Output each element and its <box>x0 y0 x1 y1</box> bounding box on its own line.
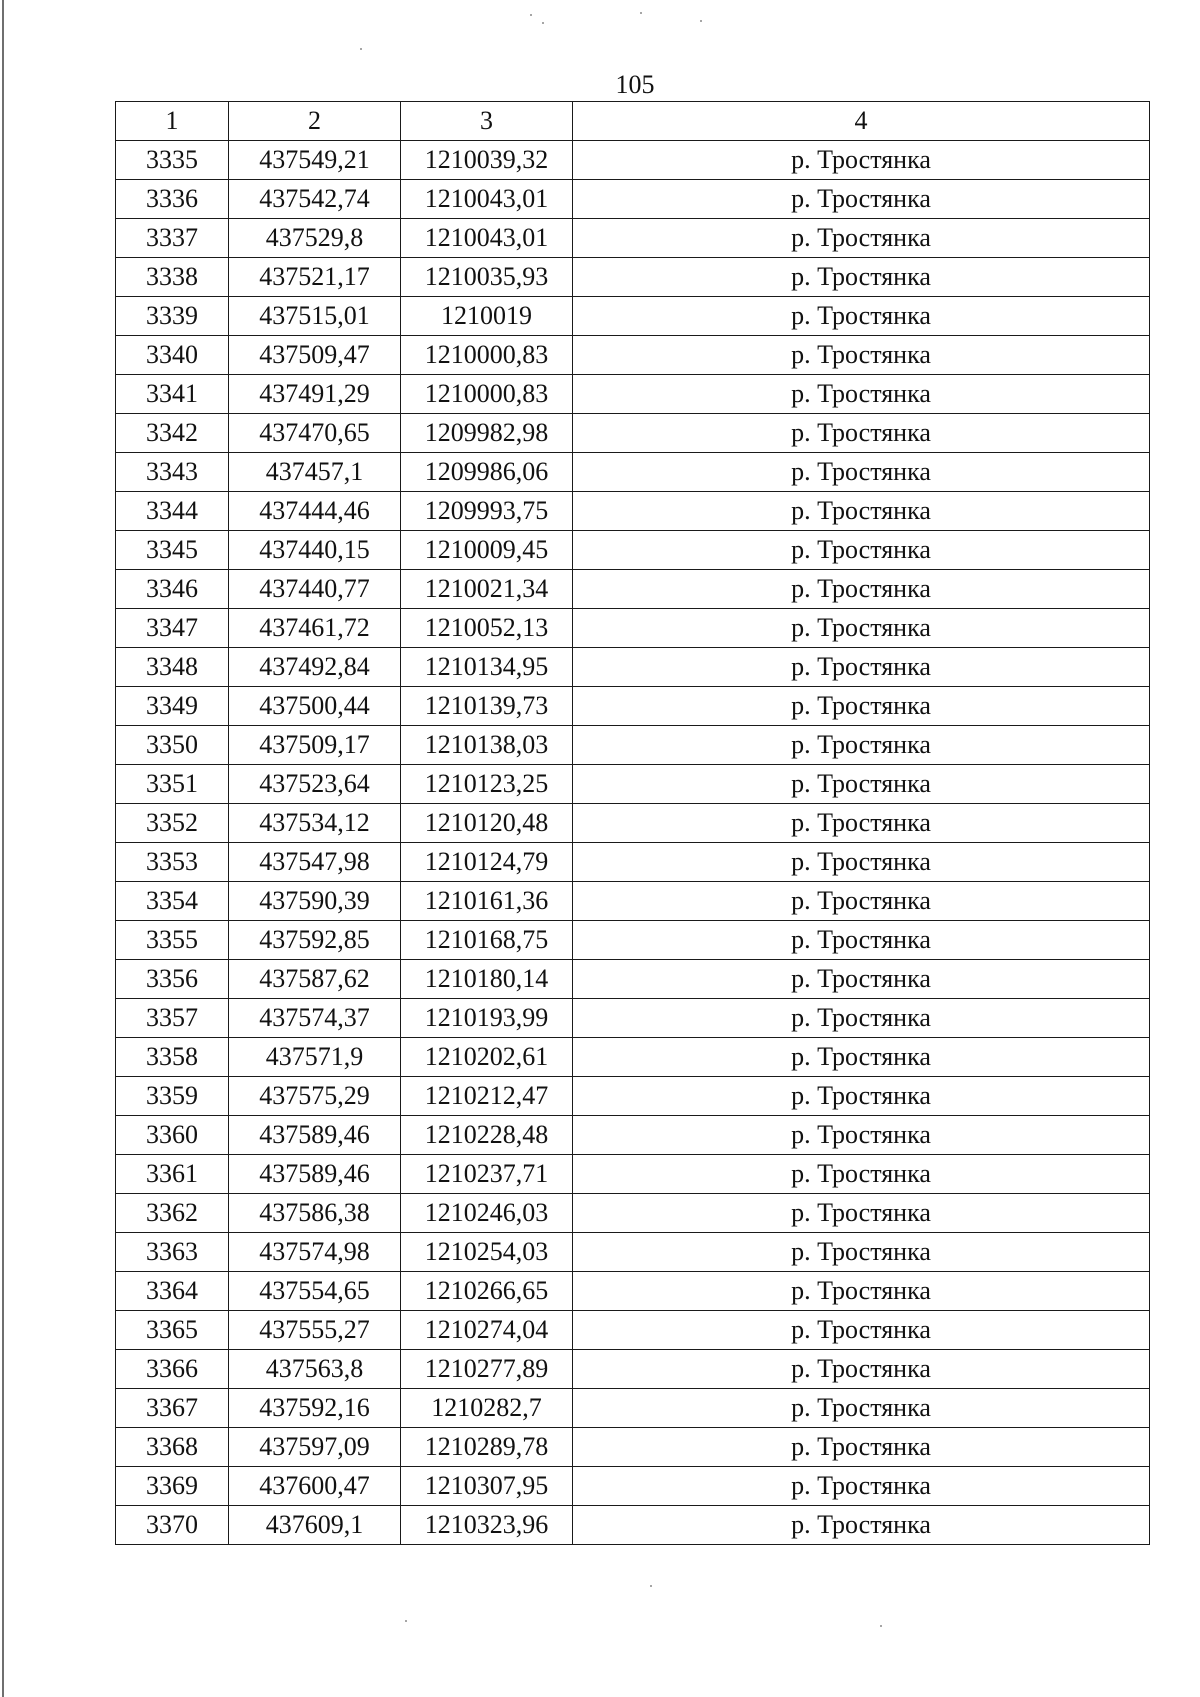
table-cell: 3338 <box>116 258 229 297</box>
table-row <box>116 726 1150 765</box>
table-cell: 437529,8 <box>229 219 401 258</box>
table-row <box>116 1077 1150 1116</box>
table-cell: 1210124,79 <box>401 843 573 882</box>
table-cell: 437523,64 <box>229 765 401 804</box>
table-cell: 3347 <box>116 609 229 648</box>
table-cell: р. Тростянка <box>573 258 1150 297</box>
table-cell: 437491,29 <box>229 375 401 414</box>
table-cell: 3361 <box>116 1155 229 1194</box>
table-cell: 1210237,71 <box>401 1155 573 1194</box>
table-cell: 3341 <box>116 375 229 414</box>
table-row <box>116 648 1150 687</box>
table-cell: 1210246,03 <box>401 1194 573 1233</box>
table-cell: р. Тростянка <box>573 1194 1150 1233</box>
page-number: 105 <box>615 70 655 99</box>
table-cell: р. Тростянка <box>573 336 1150 375</box>
table-cell: р. Тростянка <box>573 1467 1150 1506</box>
table-cell: 437440,77 <box>229 570 401 609</box>
table-cell: 437589,46 <box>229 1116 401 1155</box>
table-cell: 3364 <box>116 1272 229 1311</box>
column-header: 3 <box>401 102 573 141</box>
table-cell: 1210193,99 <box>401 999 573 1038</box>
table-cell: 3342 <box>116 414 229 453</box>
table-cell: р. Тростянка <box>573 882 1150 921</box>
table-cell: 1209993,75 <box>401 492 573 531</box>
table-row <box>116 609 1150 648</box>
table-cell: 3349 <box>116 687 229 726</box>
table-cell: 1210168,75 <box>401 921 573 960</box>
table-cell: 1210134,95 <box>401 648 573 687</box>
table-cell: р. Тростянка <box>573 1311 1150 1350</box>
table-row <box>116 1233 1150 1272</box>
table-cell: 437470,65 <box>229 414 401 453</box>
table-cell: р. Тростянка <box>573 1077 1150 1116</box>
table-cell: р. Тростянка <box>573 765 1150 804</box>
table-cell: р. Тростянка <box>573 804 1150 843</box>
table-cell: 3367 <box>116 1389 229 1428</box>
scan-left-edge <box>2 0 4 1697</box>
table-row <box>116 765 1150 804</box>
table-cell: р. Тростянка <box>573 531 1150 570</box>
table-cell: р. Тростянка <box>573 180 1150 219</box>
table-cell: 437574,98 <box>229 1233 401 1272</box>
table-cell: 437457,1 <box>229 453 401 492</box>
table-cell: р. Тростянка <box>573 1233 1150 1272</box>
scan-speckle <box>880 1625 882 1627</box>
table-cell: 1210274,04 <box>401 1311 573 1350</box>
table-row <box>116 1311 1150 1350</box>
table-row <box>116 999 1150 1038</box>
table-cell: 1210000,83 <box>401 375 573 414</box>
scan-speckle <box>640 12 642 14</box>
table-cell: р. Тростянка <box>573 1155 1150 1194</box>
table-cell: 3363 <box>116 1233 229 1272</box>
table-cell: 3353 <box>116 843 229 882</box>
table-cell: 437600,47 <box>229 1467 401 1506</box>
table-cell: р. Тростянка <box>573 414 1150 453</box>
column-header: 4 <box>573 102 1150 141</box>
table-row <box>116 336 1150 375</box>
scan-speckle <box>530 14 532 16</box>
table-cell: 437440,15 <box>229 531 401 570</box>
table-cell: 3370 <box>116 1506 229 1545</box>
table-cell: 1210039,32 <box>401 141 573 180</box>
table-cell: 437575,29 <box>229 1077 401 1116</box>
table-row <box>116 141 1150 180</box>
table-cell: 3366 <box>116 1350 229 1389</box>
scan-speckle <box>542 22 544 24</box>
table-cell: 3354 <box>116 882 229 921</box>
table-row <box>116 804 1150 843</box>
table-cell: 3344 <box>116 492 229 531</box>
table-cell: 3368 <box>116 1428 229 1467</box>
table-cell: 3340 <box>116 336 229 375</box>
table-row <box>116 453 1150 492</box>
table-row <box>116 882 1150 921</box>
table-cell: 437555,27 <box>229 1311 401 1350</box>
table-row <box>116 1194 1150 1233</box>
table-cell: 1210019 <box>401 297 573 336</box>
table-cell: 437461,72 <box>229 609 401 648</box>
table-row <box>116 414 1150 453</box>
table-cell: 1210035,93 <box>401 258 573 297</box>
table-cell: р. Тростянка <box>573 570 1150 609</box>
table-cell: 437515,01 <box>229 297 401 336</box>
table-cell: р. Тростянка <box>573 1272 1150 1311</box>
table-row <box>116 1350 1150 1389</box>
table-cell: 437509,17 <box>229 726 401 765</box>
column-header: 2 <box>229 102 401 141</box>
table-cell: 1210009,45 <box>401 531 573 570</box>
table-cell: р. Тростянка <box>573 375 1150 414</box>
table-cell: 1210123,25 <box>401 765 573 804</box>
table-cell: 1210138,03 <box>401 726 573 765</box>
table-cell: 437444,46 <box>229 492 401 531</box>
table-cell: р. Тростянка <box>573 1350 1150 1389</box>
table-cell: 1210120,48 <box>401 804 573 843</box>
table-cell: 1210139,73 <box>401 687 573 726</box>
table-cell: 437492,84 <box>229 648 401 687</box>
table-row <box>116 1389 1150 1428</box>
table-cell: 1209986,06 <box>401 453 573 492</box>
table-cell: 3357 <box>116 999 229 1038</box>
table-cell: 1210212,47 <box>401 1077 573 1116</box>
table-cell: 3360 <box>116 1116 229 1155</box>
table-cell: 1210052,13 <box>401 609 573 648</box>
table-cell: 1210021,34 <box>401 570 573 609</box>
table-row <box>116 375 1150 414</box>
table-cell: 437592,85 <box>229 921 401 960</box>
table-row <box>116 1038 1150 1077</box>
table-cell: 3352 <box>116 804 229 843</box>
table-row <box>116 687 1150 726</box>
table-cell: 437597,09 <box>229 1428 401 1467</box>
table-cell: 3351 <box>116 765 229 804</box>
table-cell: 3343 <box>116 453 229 492</box>
table-cell: р. Тростянка <box>573 726 1150 765</box>
scan-speckle <box>360 48 362 50</box>
table-cell: 3356 <box>116 960 229 999</box>
table-cell: 1210043,01 <box>401 180 573 219</box>
table-cell: 3369 <box>116 1467 229 1506</box>
table-cell: 3345 <box>116 531 229 570</box>
table-cell: 437547,98 <box>229 843 401 882</box>
table-row <box>116 180 1150 219</box>
table-cell: р. Тростянка <box>573 1116 1150 1155</box>
table-header-row <box>116 102 1150 141</box>
table-cell: 3359 <box>116 1077 229 1116</box>
table-row <box>116 921 1150 960</box>
table-cell: р. Тростянка <box>573 999 1150 1038</box>
scan-speckle <box>650 1585 652 1587</box>
table-cell: 1210266,65 <box>401 1272 573 1311</box>
table-cell: 3358 <box>116 1038 229 1077</box>
table-cell: р. Тростянка <box>573 492 1150 531</box>
table-cell: 3337 <box>116 219 229 258</box>
table-cell: 437590,39 <box>229 882 401 921</box>
table-cell: 437586,38 <box>229 1194 401 1233</box>
table-row <box>116 960 1150 999</box>
table-row <box>116 492 1150 531</box>
column-header: 1 <box>116 102 229 141</box>
table-cell: 437563,8 <box>229 1350 401 1389</box>
table-cell: р. Тростянка <box>573 1389 1150 1428</box>
table-cell: 1210202,61 <box>401 1038 573 1077</box>
table-cell: 437521,17 <box>229 258 401 297</box>
table-cell: 1210180,14 <box>401 960 573 999</box>
table-cell: 3339 <box>116 297 229 336</box>
table-row <box>116 1155 1150 1194</box>
table-cell: 3346 <box>116 570 229 609</box>
table-cell: 3350 <box>116 726 229 765</box>
table-cell: р. Тростянка <box>573 960 1150 999</box>
table-cell: 437587,62 <box>229 960 401 999</box>
table-cell: 437609,1 <box>229 1506 401 1545</box>
table-cell: 437542,74 <box>229 180 401 219</box>
table-cell: р. Тростянка <box>573 687 1150 726</box>
table-cell: 3335 <box>116 141 229 180</box>
table-cell: р. Тростянка <box>573 609 1150 648</box>
table-cell: р. Тростянка <box>573 141 1150 180</box>
table-cell: 437589,46 <box>229 1155 401 1194</box>
table-cell: 1210254,03 <box>401 1233 573 1272</box>
table-row <box>116 1428 1150 1467</box>
table-row <box>116 531 1150 570</box>
table-cell: 1210307,95 <box>401 1467 573 1506</box>
table-row <box>116 570 1150 609</box>
table-cell: 1210323,96 <box>401 1506 573 1545</box>
table-cell: р. Тростянка <box>573 1428 1150 1467</box>
table-cell: 1210289,78 <box>401 1428 573 1467</box>
table-cell: р. Тростянка <box>573 1506 1150 1545</box>
table-row <box>116 1272 1150 1311</box>
table-cell: р. Тростянка <box>573 1038 1150 1077</box>
table-row <box>116 1467 1150 1506</box>
table-row <box>116 258 1150 297</box>
table-row <box>116 843 1150 882</box>
table-cell: 1210161,36 <box>401 882 573 921</box>
table-cell: 3336 <box>116 180 229 219</box>
table-cell: 437592,16 <box>229 1389 401 1428</box>
table-cell: 1210000,83 <box>401 336 573 375</box>
table-cell: р. Тростянка <box>573 453 1150 492</box>
table-cell: 437554,65 <box>229 1272 401 1311</box>
table-cell: р. Тростянка <box>573 921 1150 960</box>
table-cell: 1210277,89 <box>401 1350 573 1389</box>
scan-speckle <box>700 20 702 22</box>
table-row <box>116 219 1150 258</box>
table-cell: 1210282,7 <box>401 1389 573 1428</box>
table-cell: 3355 <box>116 921 229 960</box>
table-cell: р. Тростянка <box>573 219 1150 258</box>
table-cell: р. Тростянка <box>573 648 1150 687</box>
table-cell: 437500,44 <box>229 687 401 726</box>
table-row <box>116 297 1150 336</box>
table-cell: 437571,9 <box>229 1038 401 1077</box>
table-body <box>116 141 1150 1545</box>
table-row <box>116 1116 1150 1155</box>
table-cell: р. Тростянка <box>573 843 1150 882</box>
table-cell: 1209982,98 <box>401 414 573 453</box>
table-cell: 3362 <box>116 1194 229 1233</box>
table-row <box>116 1506 1150 1545</box>
table-cell: 437574,37 <box>229 999 401 1038</box>
table-cell: 437509,47 <box>229 336 401 375</box>
coordinates-table <box>115 101 1150 1545</box>
table-cell: 1210043,01 <box>401 219 573 258</box>
table-cell: р. Тростянка <box>573 297 1150 336</box>
table-cell: 1210228,48 <box>401 1116 573 1155</box>
scan-speckle <box>405 1620 407 1622</box>
table-cell: 3365 <box>116 1311 229 1350</box>
table-cell: 437534,12 <box>229 804 401 843</box>
table-cell: 437549,21 <box>229 141 401 180</box>
table-cell: 3348 <box>116 648 229 687</box>
